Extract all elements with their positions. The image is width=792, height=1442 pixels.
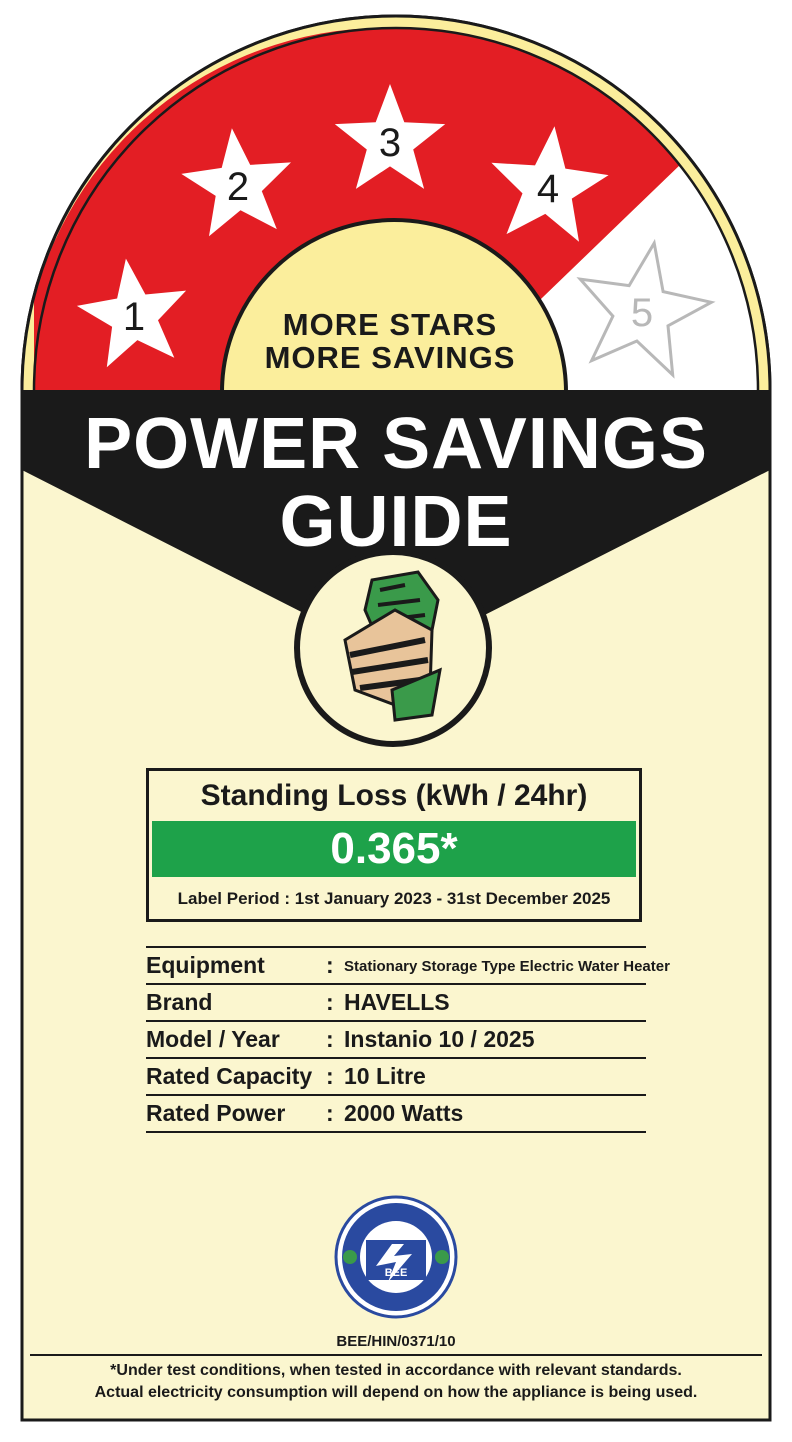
standing-loss-label: Standing Loss (kWh / 24hr) [200, 779, 588, 812]
spec-label: Rated Capacity [146, 1063, 313, 1089]
spec-row-model [146, 1022, 646, 1059]
bee-logo-icon [336, 1197, 456, 1317]
label-period: Label Period : 1st January 2023 - 31st December 2025 [177, 889, 611, 908]
tagline-line-1: MORE STARS [282, 307, 498, 342]
spec-label: Rated Power [146, 1100, 286, 1126]
footnote-line-1: *Under test conditions, when tested in accordance with relevant standards. [110, 1362, 682, 1379]
spec-row-capacity [146, 1059, 646, 1096]
title-line-2: GUIDE [279, 482, 513, 562]
tagline [230, 308, 550, 374]
spec-row-equipment [146, 946, 670, 985]
spec-row-power [146, 1096, 646, 1133]
spec-table [146, 946, 670, 1133]
spec-value: HAVELLS [344, 989, 450, 1015]
standing-loss-box [146, 768, 642, 922]
spec-value: Stationary Storage Type Electric Water Heater [344, 958, 670, 975]
rating-star-number: 1 [122, 295, 146, 339]
spec-row-brand [146, 985, 646, 1022]
footnote-line-2: Actual electricity consumption will depend on how the appliance is being used. [94, 1384, 698, 1401]
spec-colon: : [326, 1100, 334, 1126]
spec-label: Brand [146, 989, 213, 1015]
spec-label: Equipment [146, 952, 265, 978]
spec-colon: : [326, 1026, 334, 1052]
rating-star-number: 2 [226, 165, 250, 209]
rating-star-number: 4 [536, 167, 560, 211]
spec-colon: : [326, 989, 334, 1015]
footnote [30, 1360, 762, 1404]
standing-loss-value: 0.365* [152, 821, 636, 877]
spec-label: Model / Year [146, 1026, 280, 1052]
spec-colon: : [326, 952, 334, 978]
spec-value: 10 Litre [344, 1063, 426, 1089]
spec-value: 2000 Watts [344, 1100, 464, 1126]
tagline-line-2: MORE SAVINGS [264, 340, 516, 375]
page-title [30, 405, 762, 561]
title-line-1: POWER SAVINGS [84, 404, 708, 484]
rating-star-number: 3 [378, 121, 402, 165]
registration-number: BEE/HIN/0371/10 [336, 1333, 456, 1350]
spec-value: Instanio 10 / 2025 [344, 1026, 535, 1052]
spec-colon: : [326, 1063, 334, 1089]
svg-text:BEE: BEE [384, 1267, 408, 1279]
rating-star-number: 5 [630, 291, 654, 335]
